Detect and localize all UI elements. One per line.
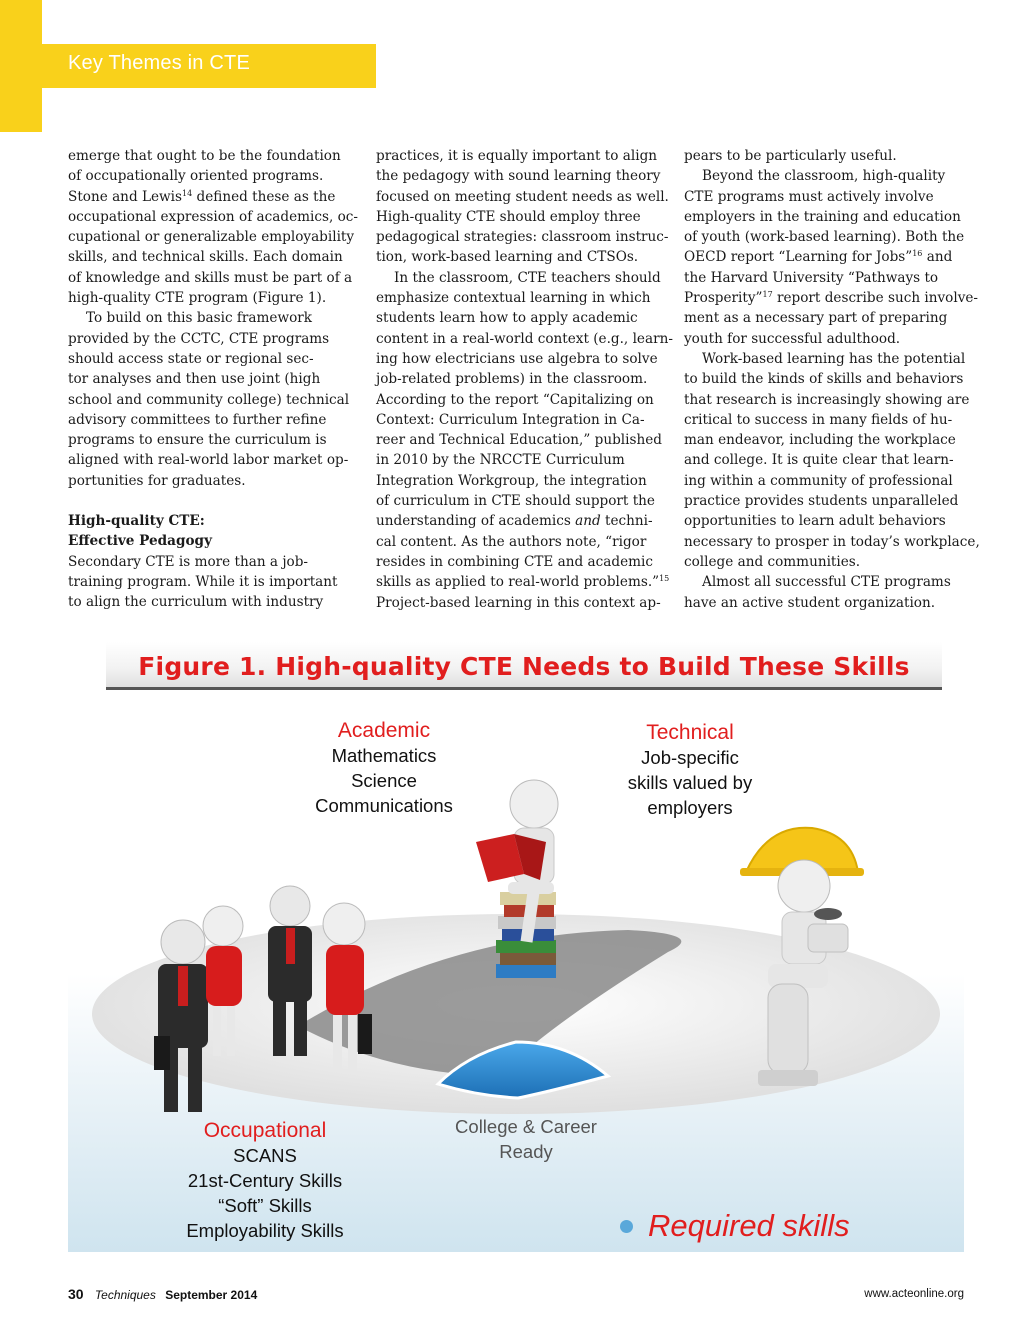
legend-dot-icon bbox=[620, 1220, 633, 1233]
section-label: Key Themes in CTE bbox=[68, 52, 250, 74]
paragraph: To build on this basic framework provided by the CCTC, CTE programs should access state or regional sec- tor analyses and then use joint (high school and community college) technical advisory committees to further refine programs to ensure the curriculum is aligned with real-world labor market op- portunities for graduates. bbox=[68, 310, 350, 489]
paragraph: Secondary CTE is more than a job- training program. While it is important to align the curriculum with industry bbox=[68, 553, 338, 611]
academic-skills: Academic Mathematics Science Communications bbox=[315, 719, 453, 816]
paragraph: In the classroom, CTE teachers should emphasize contextual learning in which students learn how to apply academic content in a real-world context (e.g., learn- ing how electricians use algebra to solve job-related problems) in the classroom. According to the report “Capitalizing on Context: Curriculum Integration in Ca- reer and Technical Education,” published in 2010 by the NRCCTE Curriculum Integration Workgroup, the integration of curriculum in CTE should support the understanding of academics and techni- cal content. As the authors note, “rigor resides in combining CTE and academic skills as applied to real-world problems.”$^{15}$ Project-based learning in this context ap- bbox=[376, 269, 673, 611]
paragraph: Almost all successful CTE programs have an active student organization. bbox=[684, 574, 951, 611]
page-number: 30 bbox=[68, 1286, 84, 1302]
column-3 bbox=[684, 146, 980, 613]
paragraph: Work-based learning has the potential to build the kinds of skills and behaviors that research is increasingly showing are critical to success in many fields of hu- man endeavor, including the workplace and college. It is quite clear that learn- ing within a community of professional practice provides students unparalleled opportunities to learn adult behaviors necessary to prosper in today’s workplace, college and communities. bbox=[684, 350, 980, 570]
header-yellow-bar bbox=[0, 0, 42, 132]
occupational-skills: Occupational SCANS 21st-Century Skills “Soft” Skills Employability Skills bbox=[186, 1119, 344, 1241]
issue-date: September 2014 bbox=[165, 1288, 258, 1302]
subheading: High-quality CTE: Effective Pedagogy bbox=[68, 513, 212, 550]
column-1 bbox=[68, 146, 358, 613]
figure-title: Figure 1. High-quality CTE Needs to Build These Skills bbox=[138, 652, 910, 681]
legend-required-skills: Required skills bbox=[648, 1208, 850, 1243]
column-2 bbox=[376, 146, 673, 613]
paragraph: emerge that ought to be the foundation of occupationally oriented programs. Stone and Lewis$^{14}$ defined these as the occupational expression of academics, oc- cupational or generalizable employability skills, and technical skills. Each domain of knowledge and skills must be part of a high-quality CTE program (Figure 1). bbox=[68, 148, 358, 307]
technical-skills: Technical Job-specific skills valued by employers bbox=[627, 721, 753, 818]
college-career-ready-label: College & Career Ready bbox=[455, 1116, 597, 1162]
paragraph: pears to be particularly useful. bbox=[684, 148, 897, 164]
paragraph: practices, it is equally important to align the pedagogy with sound learning theory focused on meeting student needs as well. High-quality CTE should employ three pedagogical strategies: classroom instruc- tion, work-based learning and CTSOs. bbox=[376, 148, 669, 266]
figure-1 bbox=[68, 634, 964, 1252]
footer-left bbox=[68, 1286, 257, 1302]
magazine-name: Techniques bbox=[94, 1288, 156, 1302]
figure-title-bar bbox=[106, 642, 942, 690]
footer-url: www.acteonline.org bbox=[864, 1288, 964, 1300]
paragraph: Beyond the classroom, high-quality CTE programs must actively involve employers in the training and education of youth (work-based learning). Both the OECD report “Learning for Jobs”$^{16}$ and the Harvard University “Pathways to Prosperity”$^{17}$ report describe such involve- ment as a necessary part of preparing youth for successful adulthood. bbox=[684, 168, 979, 347]
